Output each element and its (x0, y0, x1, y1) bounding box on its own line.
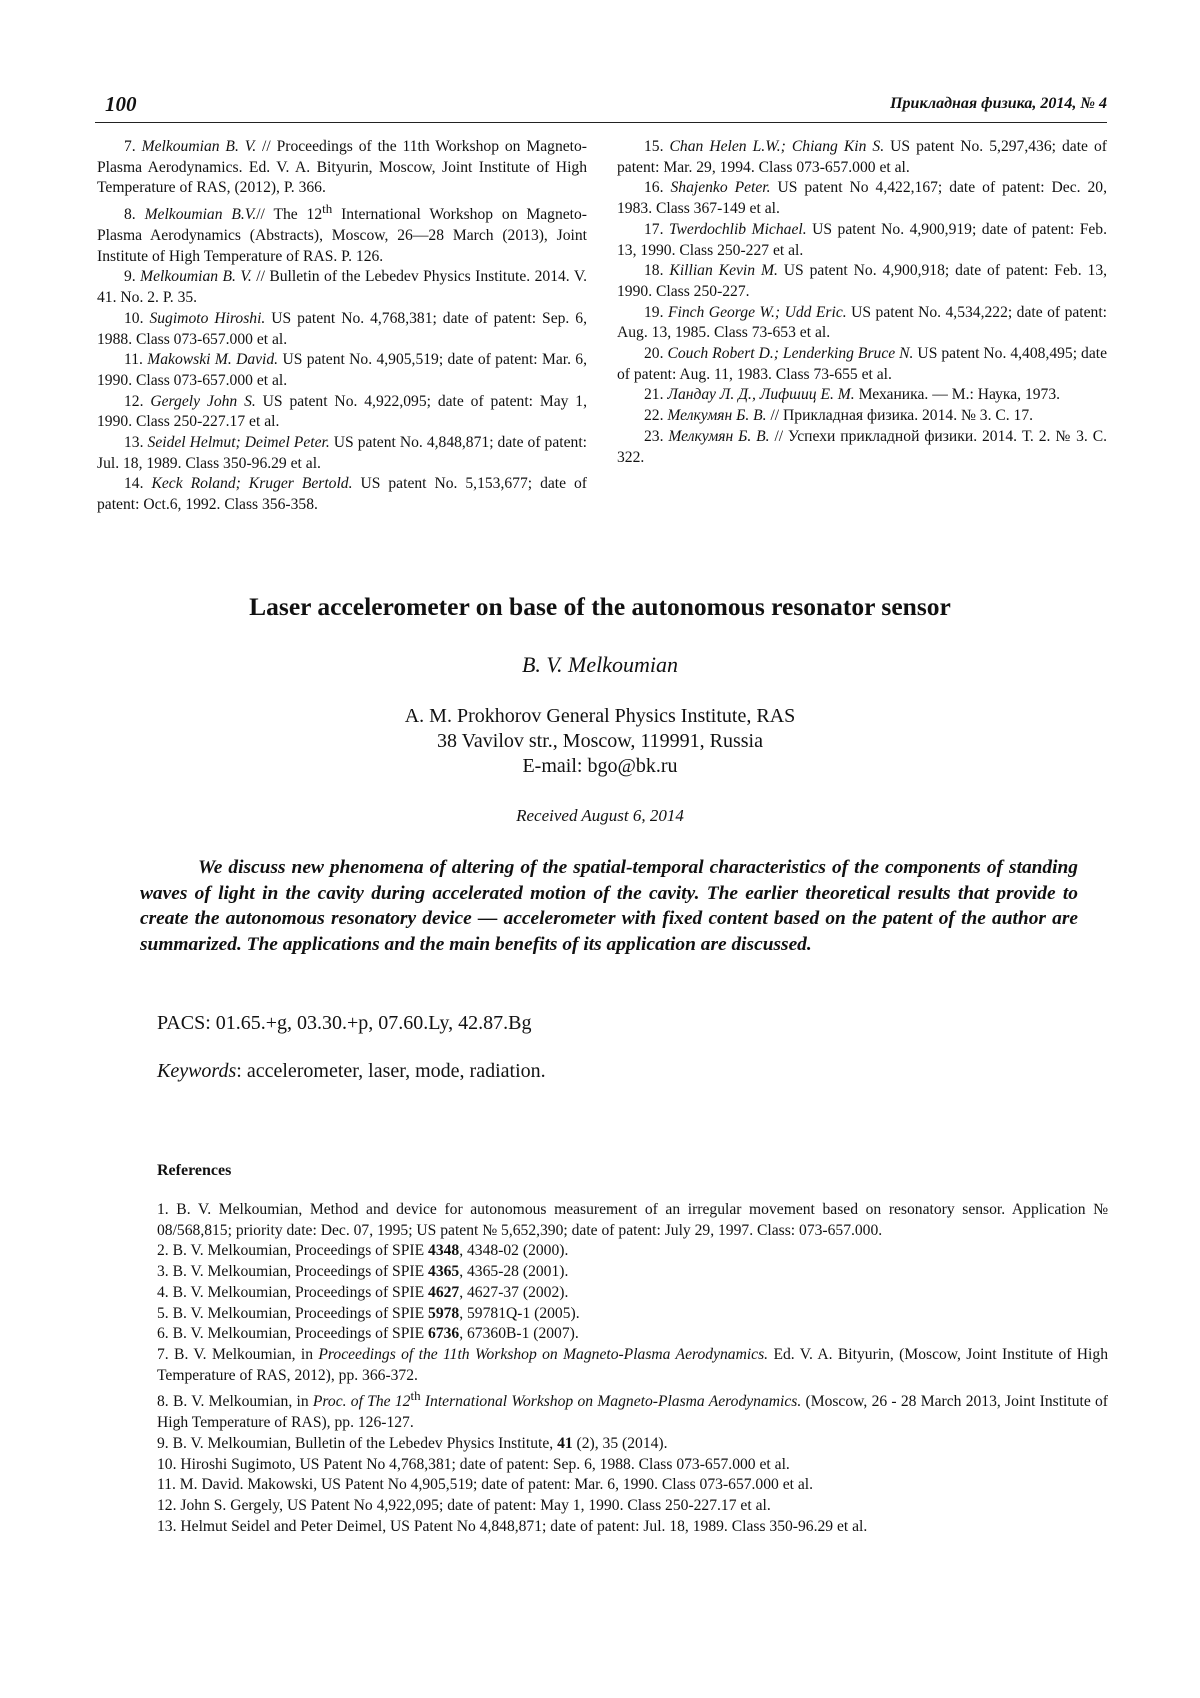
reference-item: 15. Chan Helen L.W.; Chiang Kin S. US patent No. 5,297,436; date of patent: Mar. 29, 1994. Class 073-657.000 et al. (617, 138, 1107, 176)
reference-item: 7. Melkoumian B. V. // Proceedings of the 11th Workshop on Magneto-Plasma Aerodynamics. Ed. V. A. Bityurin, Moscow, Joint Institute of High Temperature of RAS, (2012), P. 366. (97, 138, 587, 197)
reference-item: 11. M. David. Makowski, US Patent No 4,905,519; date of patent: Mar. 6, 1990. Class 073-657.000 et al. (157, 1476, 814, 1494)
keywords-label: Keywords (157, 1060, 237, 1082)
reference-item: 2. B. V. Melkoumian, Proceedings of SPIE 4348, 4348-02 (2000). (157, 1242, 569, 1260)
previous-article-references-left (97, 137, 587, 516)
reference-item: 3. B. V. Melkoumian, Proceedings of SPIE 4365, 4365-28 (2001). (157, 1263, 569, 1281)
received-date: Received August 6, 2014 (516, 806, 684, 825)
previous-article-references-right (617, 137, 1107, 468)
reference-item: 21. Ландау Л. Д., Лифшиц Е. М. Механика. — М.: Наука, 1973. (644, 386, 1061, 404)
header-rule (95, 122, 1107, 123)
keywords-list: : accelerometer, laser, mode, radiation. (236, 1060, 546, 1082)
page-header (95, 92, 1107, 120)
author-affiliation (0, 704, 1200, 779)
reference-item: 10. Hiroshi Sugimoto, US Patent No 4,768,381; date of patent: Sep. 6, 1988. Class 073-657.000 et al. (157, 1455, 790, 1473)
article-abstract: We discuss new phenomena of altering of the spatial-temporal characteristics of the components of standing waves of light in the cavity during accelerated motion of the cavity. The earlier theoretical results that provide to create the autonomous resonatory device — accelerometer with fixed content based on the patent of the author are summarized. The applications and the main benefits of its application are discussed. (140, 857, 1078, 955)
affiliation-institute: A. M. Prokhorov General Physics Institute, RAS (404, 705, 796, 727)
article-author: B. V. Melkoumian (521, 652, 678, 677)
reference-item: 1. B. V. Melkoumian, Method and device for autonomous measurement of an irregular movement based on resonatory sensor. Application № 08/568,815; priority date: Dec. 07, 1995; US patent № 5,652,390; date of patent: July 29, 1997. Class: 073-657.000. (157, 1201, 1108, 1239)
affiliation-address: 38 Vavilov str., Moscow, 119991, Russia (437, 730, 763, 752)
reference-item: 4. B. V. Melkoumian, Proceedings of SPIE 4627, 4627-37 (2002). (157, 1283, 569, 1301)
references-list (157, 1200, 1108, 1537)
reference-item: 16. Shajenko Peter. US patent No 4,422,167; date of patent: Dec. 20, 1983. Class 367-149 et al. (617, 179, 1108, 218)
pacs-codes: PACS: 01.65.+g, 03.30.+p, 07.60.Ly, 42.87.Bg (157, 1012, 532, 1034)
reference-item: 9. Melkoumian B. V. // Bulletin of the Lebedev Physics Institute. 2014. V. 41. No. 2. P. 35. (97, 268, 587, 307)
reference-item: 23. Мелкумян Б. В. // Успехи прикладной физики. 2014. Т. 2. № 3. С. 322. (617, 427, 1107, 466)
journal-running-title: Прикладная физика, 2014, № 4 (890, 95, 1107, 112)
reference-item: 20. Couch Robert D.; Lenderking Bruce N. US patent No. 4,408,495; date of patent: Aug. 11, 1983. Class 73-655 et al. (617, 345, 1108, 383)
keywords (157, 1060, 546, 1083)
reference-item: 9. B. V. Melkoumian, Bulletin of the Lebedev Physics Institute, 41 (2), 35 (2014). (157, 1434, 668, 1452)
reference-item: 7. B. V. Melkoumian, in Proceedings of the 11th Workshop on Magneto-Plasma Aerodynamics. Ed. V. A. Bityurin, (Moscow, Joint Institute of High Temperature of RAS, 2012), pp. 366-372. (157, 1345, 1108, 1384)
reference-item: 22. Мелкумян Б. В. // Прикладная физика. 2014. № 3. С. 17. (644, 407, 1034, 425)
reference-item: 11. Makowski M. David. US patent No. 4,905,519; date of patent: Mar. 6, 1990. Class 073-657.000 et al. (97, 351, 588, 389)
reference-item: 17. Twerdochlib Michael. US patent No. 4,900,919; date of patent: Feb. 13, 1990. Class 250-227 et al. (617, 220, 1107, 259)
references-heading: References (157, 1162, 232, 1179)
reference-item: 18. Killian Kevin M. US patent No. 4,900,918; date of patent: Feb. 13, 1990. Class 250-227. (617, 262, 1108, 300)
reference-item: 19. Finch George W.; Udd Eric. US patent No. 4,534,222; date of patent: Aug. 13, 1985. Class 73-653 et al. (617, 303, 1108, 342)
reference-item: 8. B. V. Melkoumian, in Proc. of The 12th International Workshop on Magneto-Plasma Aerodynamics. (Moscow, 26 - 28 March 2013, Joint Institute of High Temperature of RAS), pp. 126-127. (157, 1388, 1108, 1432)
reference-item: 8. Melkoumian B.V.// The 12th International Workshop on Magneto-Plasma Aerodynamics (Abstracts), Moscow, 26—28 March (2013), Joint Institute of High Temperature of RAS. P. 126. (97, 201, 587, 265)
affiliation-email: E-mail: bgo@bk.ru (522, 755, 678, 777)
reference-item: 6. B. V. Melkoumian, Proceedings of SPIE 6736, 67360B-1 (2007). (157, 1325, 579, 1343)
reference-item: 12. Gergely John S. US patent No. 4,922,095; date of patent: May 1, 1990. Class 250-227.17 et al. (97, 392, 588, 431)
reference-item: 5. B. V. Melkoumian, Proceedings of SPIE 5978, 59781Q-1 (2005). (157, 1304, 580, 1322)
reference-item: 13. Helmut Seidel and Peter Deimel, US Patent No 4,848,871; date of patent: Jul. 18, 1989. Class 350-96.29 et al. (157, 1517, 868, 1535)
page-number: 100 (105, 92, 137, 116)
reference-item: 14. Keck Roland; Kruger Bertold. US patent No. 5,153,677; date of patent: Oct.6, 1992. Class 356-358. (97, 475, 587, 514)
reference-item: 10. Sugimoto Hiroshi. US patent No. 4,768,381; date of patent: Sep. 6, 1988. Class 073-657.000 et al. (97, 309, 587, 348)
reference-item: 12. John S. Gergely, US Patent No 4,922,095; date of patent: May 1, 1990. Class 250-227.17 et al. (157, 1497, 771, 1515)
reference-item: 13. Seidel Helmut; Deimel Peter. US patent No. 4,848,871; date of patent: Jul. 18, 1989. Class 350-96.29 et al. (97, 434, 587, 472)
article-title: Laser accelerometer on base of the autonomous resonator sensor (249, 592, 951, 621)
